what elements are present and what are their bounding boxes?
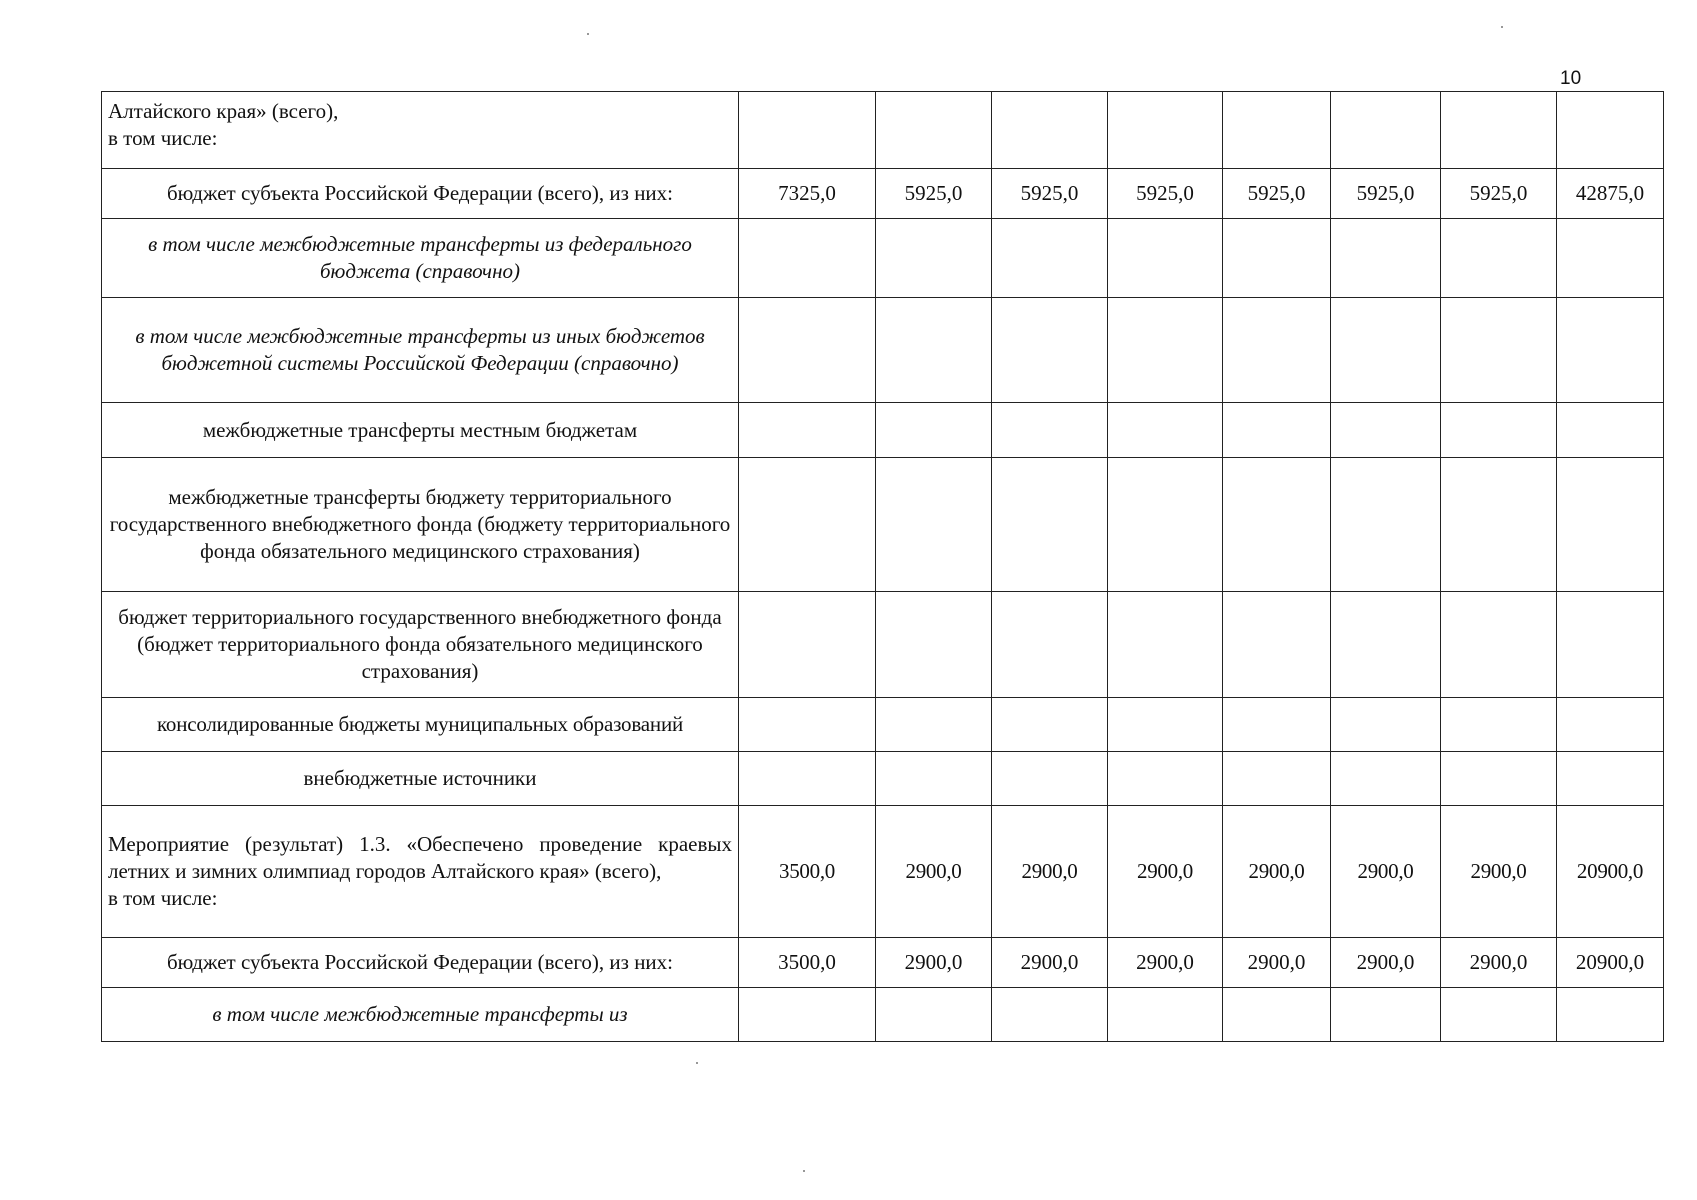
value-cell: 5925,0 <box>876 169 992 219</box>
value-cell <box>1331 219 1441 298</box>
value-cell <box>876 92 992 169</box>
value-cell: 20900,0 <box>1557 938 1664 988</box>
value-cell <box>1223 219 1331 298</box>
row-label: в том числе межбюджетные трансферты из федерального бюджета (справочно) <box>102 219 739 298</box>
value-cell <box>1441 698 1557 752</box>
row-label: консолидированные бюджеты муниципальных образований <box>102 698 739 752</box>
value-cell <box>1108 298 1223 403</box>
value-cell <box>1557 752 1664 806</box>
value-cell <box>876 698 992 752</box>
value-cell: 5925,0 <box>1223 169 1331 219</box>
value-cell: 5925,0 <box>1441 169 1557 219</box>
value-cell <box>1331 698 1441 752</box>
value-cell <box>1331 458 1441 592</box>
value-cell <box>1557 298 1664 403</box>
value-cell <box>1331 298 1441 403</box>
value-cell <box>1557 988 1664 1042</box>
value-cell <box>1557 458 1664 592</box>
value-cell: 5925,0 <box>1331 169 1441 219</box>
value-cell: 2900,0 <box>1108 806 1223 938</box>
value-cell <box>992 92 1108 169</box>
scan-speck <box>587 33 589 35</box>
value-cell <box>876 458 992 592</box>
value-cell <box>876 988 992 1042</box>
row-label: бюджет территориального государственного внебюджетного фонда (бюджет территориального фонда обязательного медицинского страхования) <box>102 592 739 698</box>
value-cell <box>1441 988 1557 1042</box>
value-cell <box>1557 403 1664 458</box>
value-cell <box>1441 298 1557 403</box>
value-cell <box>876 592 992 698</box>
value-cell: 20900,0 <box>1557 806 1664 938</box>
value-cell: 7325,0 <box>739 169 876 219</box>
table-row <box>102 938 1664 988</box>
value-cell <box>876 298 992 403</box>
value-cell: 3500,0 <box>739 938 876 988</box>
value-cell <box>992 403 1108 458</box>
value-cell <box>739 403 876 458</box>
row-label: бюджет субъекта Российской Федерации (всего), из них: <box>102 169 739 219</box>
page-number: 10 <box>1560 68 1582 89</box>
value-cell: 2900,0 <box>1441 806 1557 938</box>
value-cell <box>1557 219 1664 298</box>
value-cell <box>1557 592 1664 698</box>
value-cell <box>876 403 992 458</box>
value-cell <box>1223 988 1331 1042</box>
row-label: бюджет субъекта Российской Федерации (всего), из них: <box>102 938 739 988</box>
value-cell <box>739 92 876 169</box>
budget-table <box>101 91 1664 1042</box>
row-label <box>102 92 739 169</box>
value-cell <box>1331 988 1441 1042</box>
value-cell <box>739 988 876 1042</box>
value-cell <box>1223 592 1331 698</box>
row-label: в том числе межбюджетные трансферты из иных бюджетов бюджетной системы Российской Федерации (справочно) <box>102 298 739 403</box>
table-row <box>102 752 1664 806</box>
value-cell <box>1108 92 1223 169</box>
row-label <box>102 806 739 938</box>
value-cell <box>1331 403 1441 458</box>
value-cell <box>992 298 1108 403</box>
value-cell: 5925,0 <box>992 169 1108 219</box>
value-cell <box>739 752 876 806</box>
value-cell <box>1223 403 1331 458</box>
table-row <box>102 219 1664 298</box>
row-label: в том числе межбюджетные трансферты из <box>102 988 739 1042</box>
table-row <box>102 988 1664 1042</box>
scan-speck <box>696 1062 698 1064</box>
value-cell <box>992 752 1108 806</box>
value-cell <box>1108 698 1223 752</box>
value-cell <box>876 219 992 298</box>
value-cell <box>1223 698 1331 752</box>
value-cell <box>1331 592 1441 698</box>
value-cell <box>739 698 876 752</box>
value-cell <box>1441 592 1557 698</box>
value-cell <box>1223 458 1331 592</box>
value-cell <box>1223 752 1331 806</box>
value-cell <box>1331 752 1441 806</box>
table-row <box>102 92 1664 169</box>
value-cell: 2900,0 <box>1441 938 1557 988</box>
value-cell <box>1108 458 1223 592</box>
row-label: межбюджетные трансферты местным бюджетам <box>102 403 739 458</box>
table-row <box>102 298 1664 403</box>
value-cell <box>1441 219 1557 298</box>
value-cell <box>992 219 1108 298</box>
table-row <box>102 403 1664 458</box>
value-cell <box>1441 752 1557 806</box>
value-cell <box>1441 92 1557 169</box>
value-cell: 2900,0 <box>876 938 992 988</box>
value-cell <box>739 592 876 698</box>
value-cell: 2900,0 <box>1108 938 1223 988</box>
value-cell <box>1108 752 1223 806</box>
value-cell: 2900,0 <box>1223 806 1331 938</box>
value-cell: 5925,0 <box>1108 169 1223 219</box>
value-cell <box>1108 592 1223 698</box>
value-cell: 2900,0 <box>1331 938 1441 988</box>
value-cell: 2900,0 <box>992 806 1108 938</box>
table-row <box>102 806 1664 938</box>
value-cell <box>876 752 992 806</box>
value-cell <box>739 458 876 592</box>
value-cell <box>739 219 876 298</box>
table-row <box>102 458 1664 592</box>
table-row <box>102 592 1664 698</box>
value-cell <box>1223 92 1331 169</box>
row-label-line: Мероприятие (результат) 1.3. «Обеспечено проведение краевых летних и зимних олимпиад городов Алтайского края» (всего), <box>108 832 732 883</box>
value-cell <box>1441 458 1557 592</box>
value-cell <box>1108 219 1223 298</box>
value-cell <box>1331 92 1441 169</box>
value-cell <box>1557 92 1664 169</box>
value-cell <box>1108 403 1223 458</box>
row-label-line: в том числе: <box>108 886 218 910</box>
value-cell: 2900,0 <box>876 806 992 938</box>
value-cell: 42875,0 <box>1557 169 1664 219</box>
row-label: внебюджетные источники <box>102 752 739 806</box>
value-cell: 3500,0 <box>739 806 876 938</box>
value-cell <box>1441 403 1557 458</box>
scan-speck <box>803 1170 805 1172</box>
value-cell: 2900,0 <box>1223 938 1331 988</box>
table-row <box>102 169 1664 219</box>
table-row <box>102 698 1664 752</box>
value-cell <box>992 592 1108 698</box>
value-cell: 2900,0 <box>992 938 1108 988</box>
row-label-line: в том числе: <box>108 126 218 150</box>
value-cell <box>739 298 876 403</box>
value-cell <box>992 988 1108 1042</box>
value-cell: 2900,0 <box>1331 806 1441 938</box>
value-cell <box>1557 698 1664 752</box>
scan-speck <box>1501 26 1503 28</box>
value-cell <box>992 458 1108 592</box>
value-cell <box>1223 298 1331 403</box>
value-cell <box>992 698 1108 752</box>
row-label-line: Алтайского края» (всего), <box>108 99 339 123</box>
value-cell <box>1108 988 1223 1042</box>
row-label: межбюджетные трансферты бюджету территориального государственного внебюджетного фонда (бюджету территориального фонда обязательного медицинского страхования) <box>102 458 739 592</box>
